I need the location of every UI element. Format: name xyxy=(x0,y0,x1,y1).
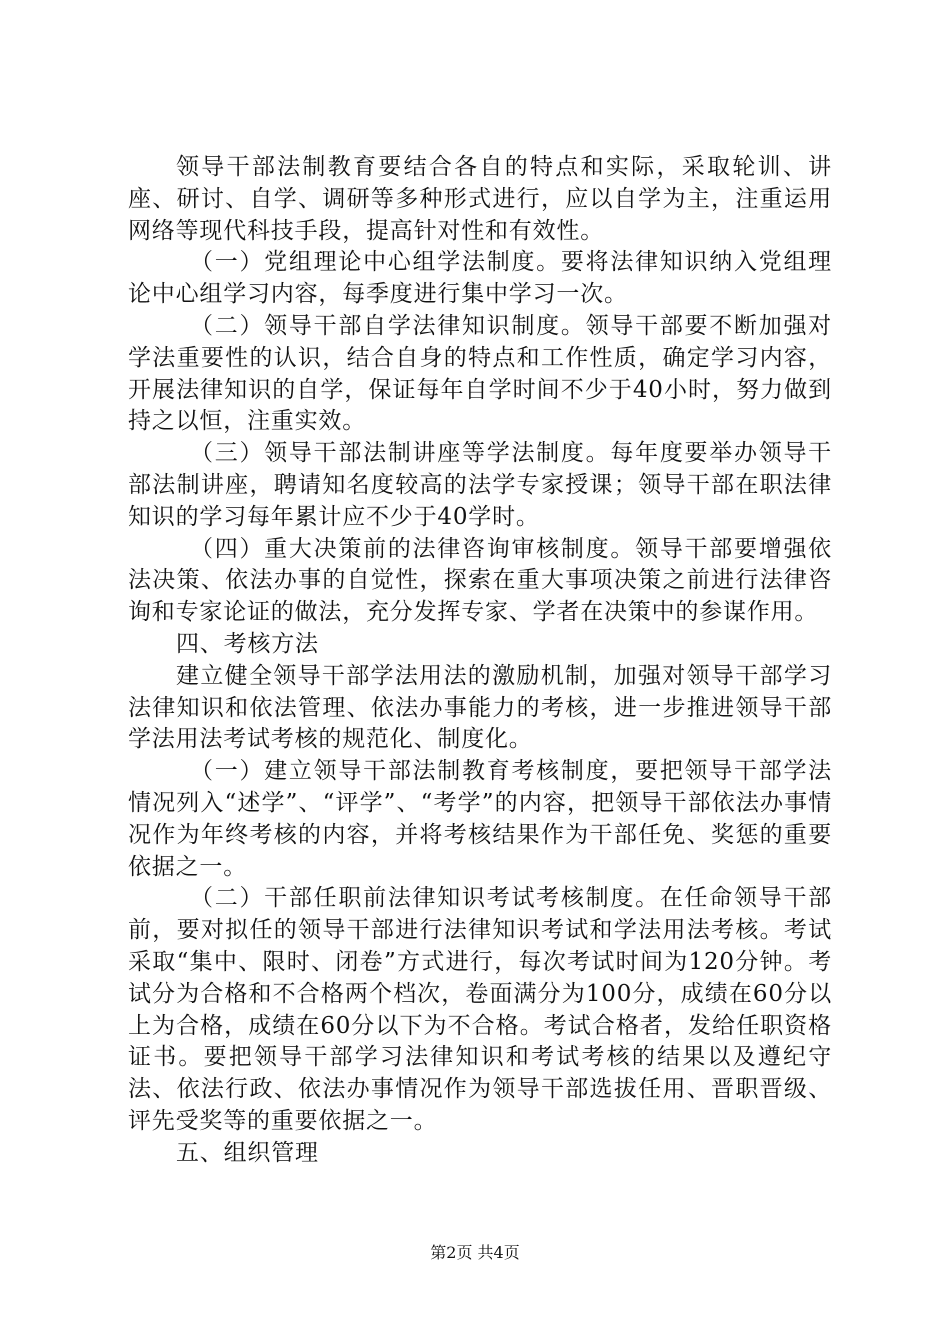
paragraph-party-group-study: （一）党组理论中心组学法制度。要将法律知识纳入党组理论中心组学习内容，每季度进行集中学习一次。 xyxy=(128,249,832,308)
paragraph-assessment-system: （一）建立领导干部法制教育考核制度，要把领导干部学法情况列入“述学”、“评学”、“考学”的内容，把领导干部依法办事情况作为年终考核的内容，并将考核结果作为干部任免、奖惩的重要依据之一。 xyxy=(128,758,832,880)
page-number-footer: 第2页 共4页 xyxy=(430,1243,520,1262)
document-body xyxy=(128,152,832,1170)
paragraph-training-forms: 领导干部法制教育要结合各自的特点和实际，采取轮训、讲座、研讨、自学、调研等多种形式进行，应以自学为主，注重运用网络等现代科技手段，提高针对性和有效性。 xyxy=(128,154,832,244)
paragraph-pre-appointment-exam: （二）干部任职前法律知识考试考核制度。在任命领导干部前，要对拟任的领导干部进行法律知识考试和学法用法考核。考试采取“集中、限时、闭卷”方式进行，每次考试时间为120分钟。考试分为合格和不合格两个档次，卷面满分为100分，成绩在60分以上为合格，成绩在60分以下为不合格。考试合格者，发给任职资格证书。要把领导干部学习法律知识和考试考核的结果以及遵纪守法、依法行政、依法办事情况作为领导干部选拔任用、晋职晋级、评先受奖等的重要依据之一。 xyxy=(128,885,832,1134)
paragraph-legal-consultation: （四）重大决策前的法律咨询审核制度。领导干部要增强依法决策、依法办事的自觉性，探索在重大事项决策之前进行法律咨询和专家论证的做法，充分发挥专家、学者在决策中的参谋作用。 xyxy=(128,535,832,626)
section-heading-organization: 五、组织管理 xyxy=(176,1139,319,1166)
paragraph-incentive-mechanism: 建立健全领导干部学法用法的激励机制，加强对领导干部学习法律知识和依法管理、依法办事能力的考核，进一步推进领导干部学法用法考试考核的规范化、制度化。 xyxy=(128,662,832,753)
section-heading-assessment: 四、考核方法 xyxy=(176,630,319,657)
paragraph-lecture-system: （三）领导干部法制讲座等学法制度。每年度要举办领导干部法制讲座，聘请知名度较高的法学专家授课；领导干部在职法律知识的学习每年累计应不少于40学时。 xyxy=(128,440,832,530)
paragraph-self-study: （二）领导干部自学法律知识制度。领导干部要不断加强对学法重要性的认识，结合自身的特点和工作性质，确定学习内容，开展法律知识的自学，保证每年自学时间不少于40小时，努力做到持之以恒，注重实效。 xyxy=(128,312,832,435)
